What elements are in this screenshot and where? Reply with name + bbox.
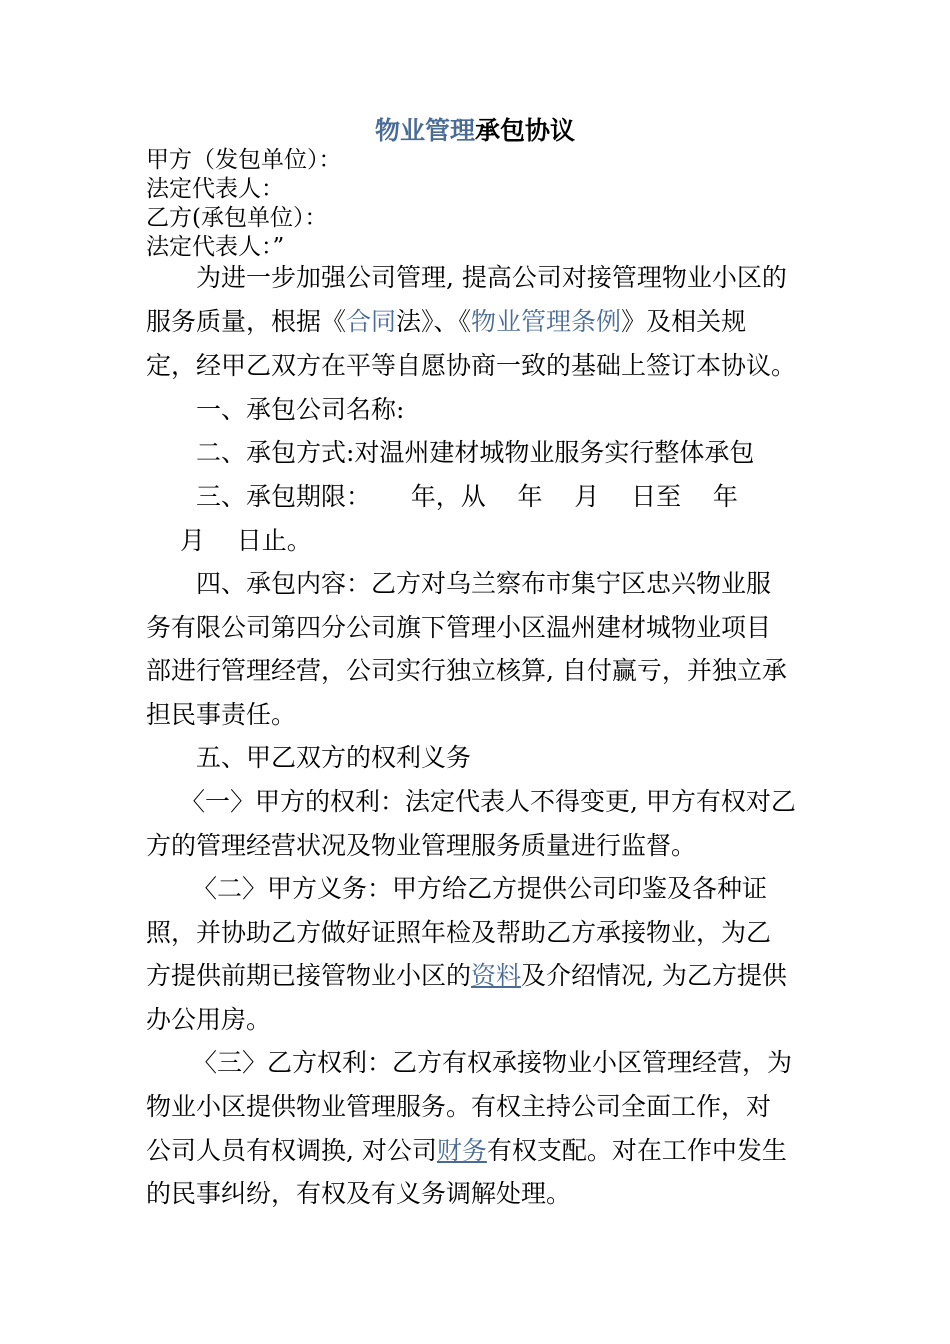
intro-line-3: 定，经甲乙双方在平等自愿协商一致的基础上签订本协议。: [146, 351, 797, 380]
right-3-text-a: 公司人员有权调换, 对公司: [146, 1136, 437, 1165]
section-4-line-3: 部进行管理经营，公司实行独立核算, 自付赢亏，并独立承: [146, 656, 787, 685]
section-3-line-2: 月 日止。: [180, 526, 312, 555]
intro-line-1: 为进一步加强公司管理, 提高公司对接管理物业小区的: [196, 263, 787, 292]
section-2: 二、承包方式:对温州建材城物业服务实行整体承包: [196, 438, 755, 467]
intro-text-b: 法》、《: [396, 307, 472, 336]
party-b-rep-line: 法定代表人：”: [146, 234, 285, 260]
contract-law-link[interactable]: 合同: [346, 307, 397, 336]
right-3-line-4: 的民事纠纷，有权及有义务调解处理。: [146, 1179, 572, 1208]
right-3-line-1: 〈三〉乙方权利：乙方有权承接物业小区管理经营，为: [192, 1048, 793, 1077]
finance-link[interactable]: 财务: [436, 1136, 487, 1165]
right-2-line-3: [146, 960, 787, 992]
party-a-line: 甲方（发包单位）：: [146, 147, 342, 173]
section-4-line-4: 担民事责任。: [146, 700, 297, 729]
right-3-text-b: 有权支配。对在工作中发生: [486, 1136, 787, 1165]
section-3-line-1: 三、承包期限： 年，从 年 月 日至 年: [196, 482, 738, 511]
intro-text-a: 服务质量，根据《: [146, 307, 347, 336]
materials-link[interactable]: 资料: [471, 961, 522, 990]
right-2-line-4: 办公用房。: [146, 1005, 272, 1034]
document-title: [0, 114, 950, 148]
section-4-line-1: 四、承包内容：乙方对乌兰察布市集宁区忠兴物业服: [196, 569, 772, 598]
party-b-line: 乙方(承包单位）：: [146, 205, 328, 231]
right-2-text-b: 及介绍情况, 为乙方提供: [521, 961, 787, 990]
section-4-line-2: 务有限公司第四分公司旗下管理小区温州建材城物业项目: [146, 613, 772, 642]
property-regulation-link[interactable]: 物业管理条例: [471, 307, 622, 336]
title-link[interactable]: 物业管理: [374, 116, 475, 145]
title-text: 承包协议: [475, 116, 576, 145]
right-2-line-1: 〈二〉甲方义务：甲方给乙方提供公司印鉴及各种证: [192, 874, 768, 903]
right-1-line-1: 〈一〉甲方的权利：法定代表人不得变更, 甲方有权对乙: [180, 787, 796, 816]
right-2-line-2: 照，并协助乙方做好证照年检及帮助乙方承接物业，为乙: [146, 918, 772, 947]
right-1-line-2: 方的管理经营状况及物业管理服务质量进行监督。: [146, 831, 697, 860]
intro-text-c: 》及相关规: [621, 307, 747, 336]
right-3-line-2: 物业小区提供物业管理服务。有权主持公司全面工作，对: [146, 1092, 772, 1121]
right-2-text-a: 方提供前期已接管物业小区的: [146, 961, 472, 990]
section-5: 五、甲乙双方的权利义务: [196, 743, 472, 772]
party-a-rep-line: 法定代表人：: [146, 176, 284, 202]
right-3-line-3: [146, 1135, 787, 1167]
intro-line-2: [146, 306, 746, 338]
section-1: 一、承包公司名称:: [196, 395, 405, 424]
